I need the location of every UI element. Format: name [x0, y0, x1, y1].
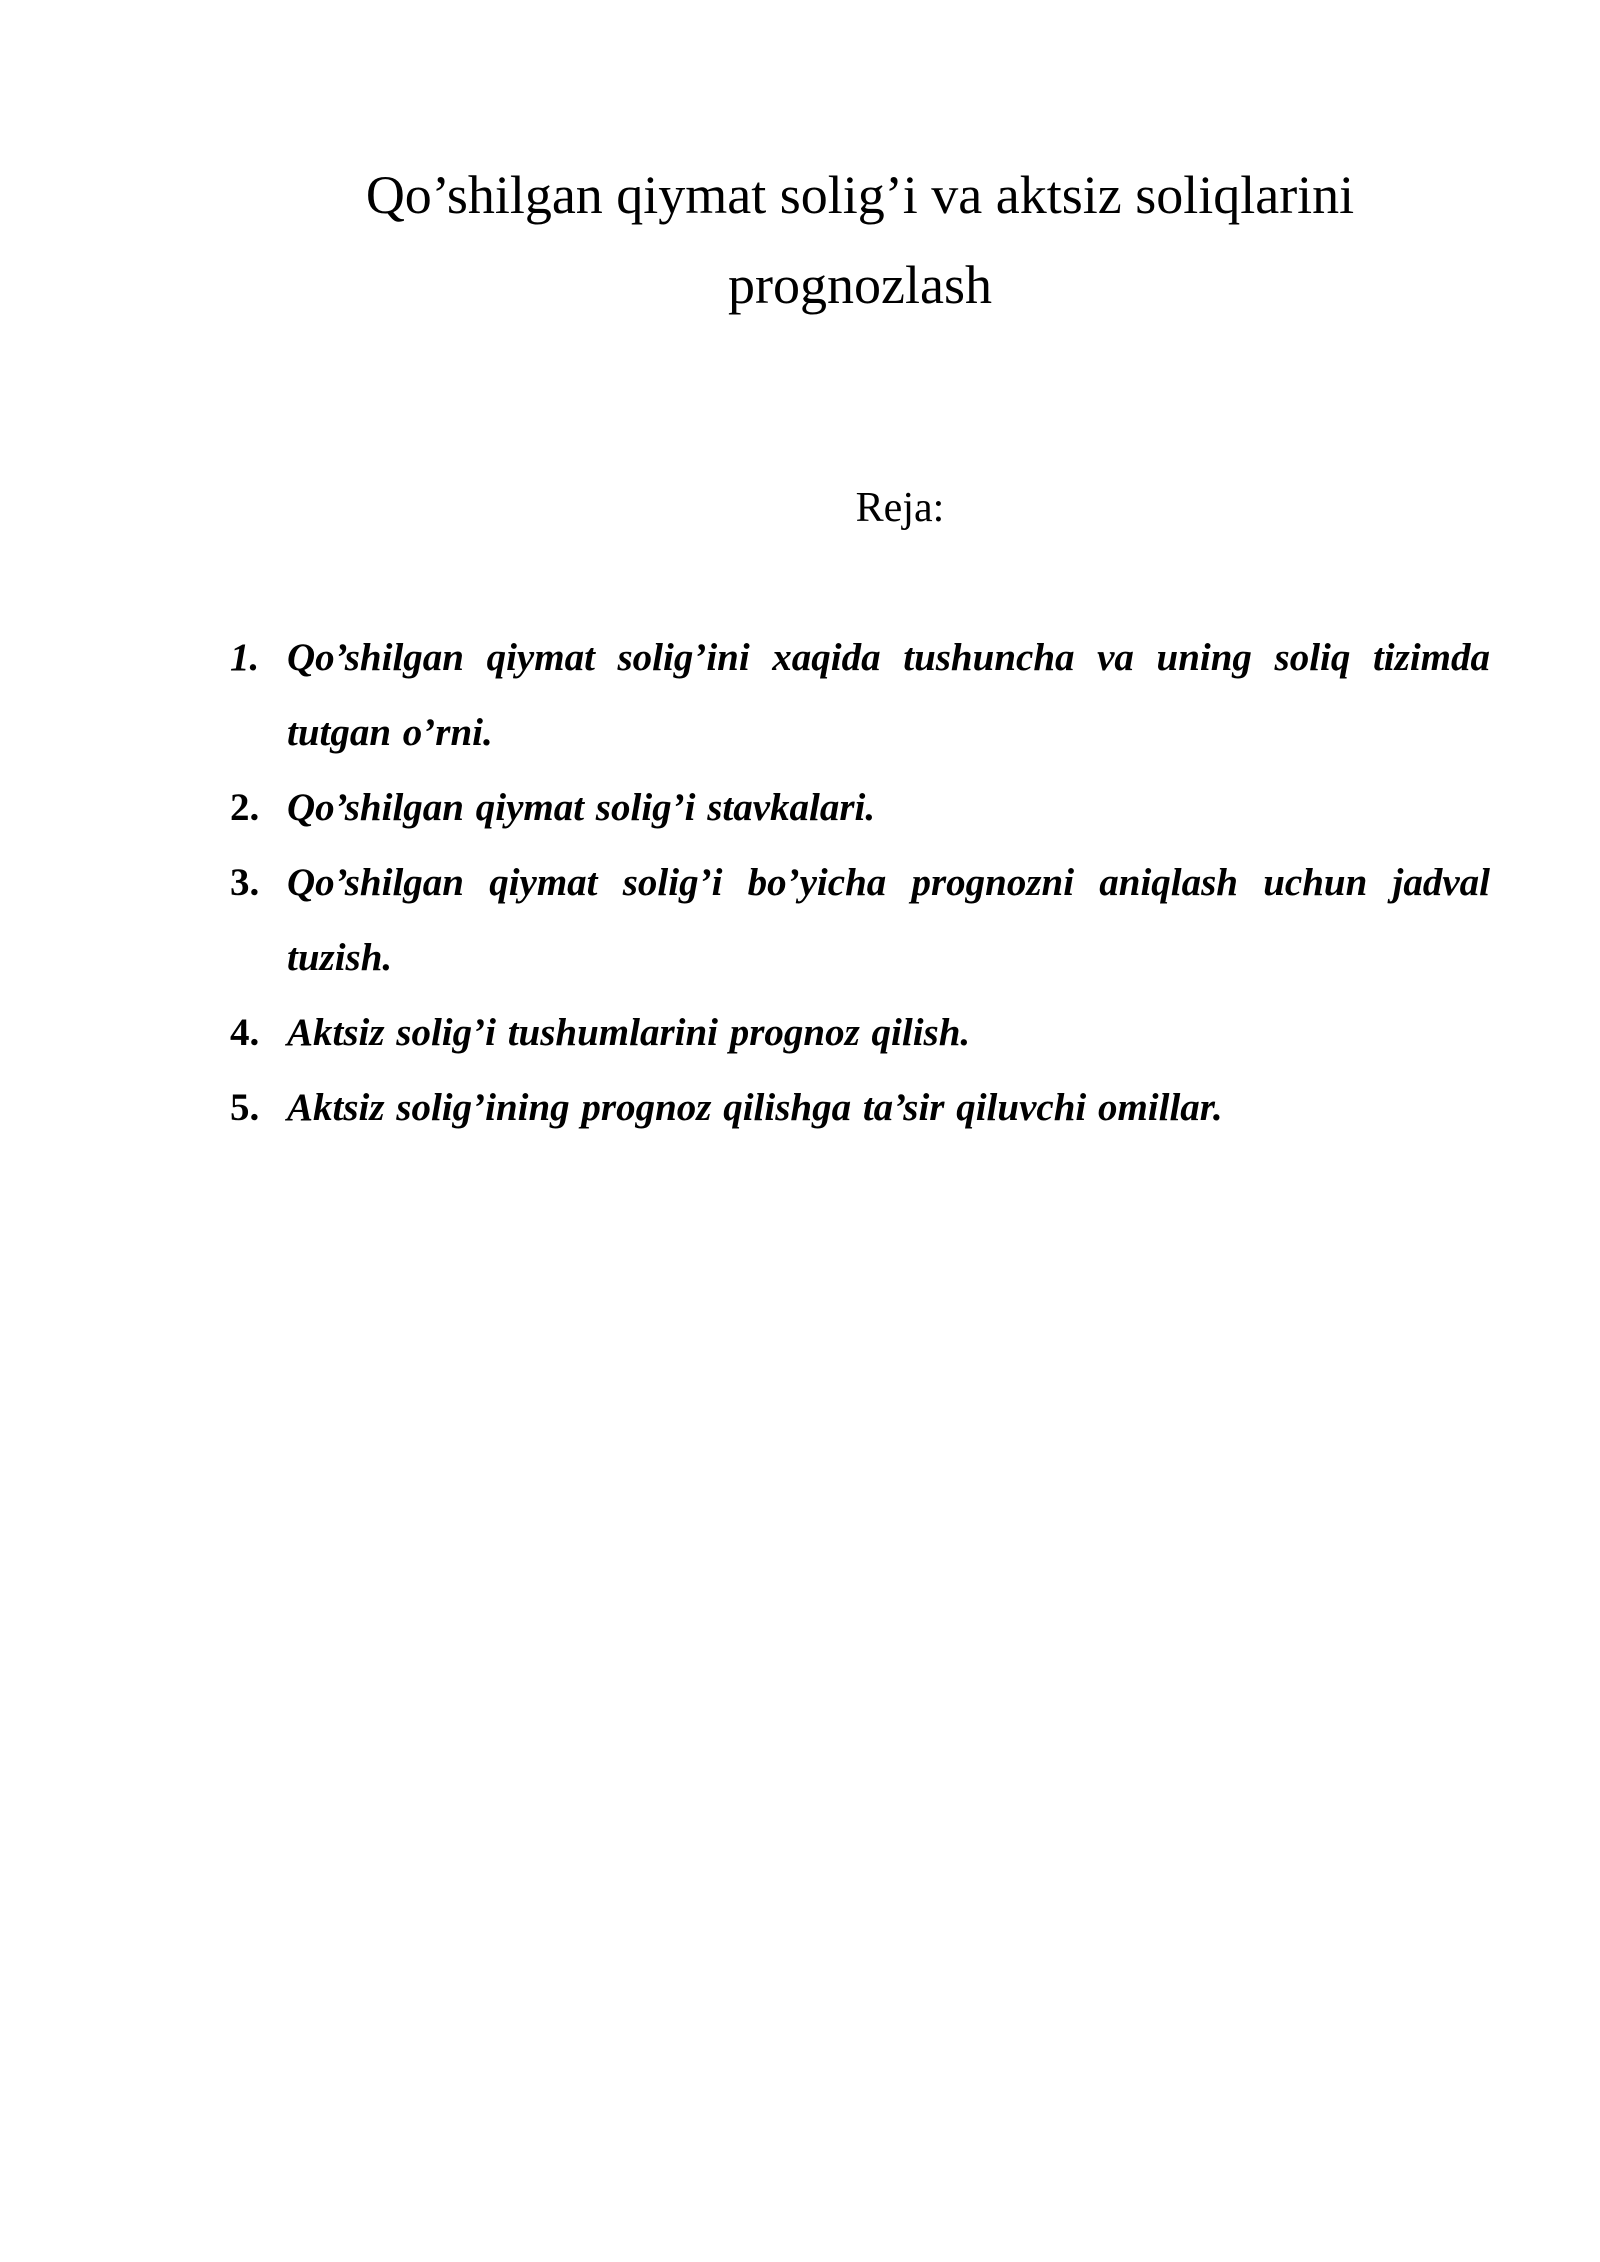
plan-item-1 — [230, 620, 1490, 770]
plan-heading: Reja: — [855, 485, 945, 531]
plan-item-number: 2. — [230, 786, 260, 829]
plan-item-number: 1. — [230, 636, 260, 679]
document-title: Qo’shilgan qiymat solig’i va aktsiz soliqlarini prognozlash — [365, 165, 1355, 315]
plan-list — [230, 620, 1490, 1145]
plan-item-text: Aktsiz solig’ining prognoz qilishga ta’sir qiluvchi omillar. — [287, 1086, 1223, 1129]
plan-item-text: Qo’shilgan qiymat solig’i stavkalari. — [287, 786, 876, 829]
plan-item-3 — [230, 845, 1490, 995]
plan-item-text: Qo’shilgan qiymat solig’i bo’yicha prognozni aniqlash uchun jadval tuzish. — [287, 861, 1490, 979]
plan-item-4 — [230, 995, 1490, 1070]
plan-item-number: 4. — [230, 1011, 260, 1054]
plan-item-text: Aktsiz solig’i tushumlarini prognoz qilish. — [287, 1011, 971, 1054]
plan-item-5 — [230, 1070, 1490, 1145]
plan-item-2 — [230, 770, 1490, 845]
plan-item-number: 3. — [230, 861, 260, 904]
plan-item-text: Qo’shilgan qiymat solig’ini xaqida tushuncha va uning soliq tizimda tutgan o’rni. — [287, 636, 1490, 754]
plan-item-number: 5. — [230, 1086, 260, 1129]
